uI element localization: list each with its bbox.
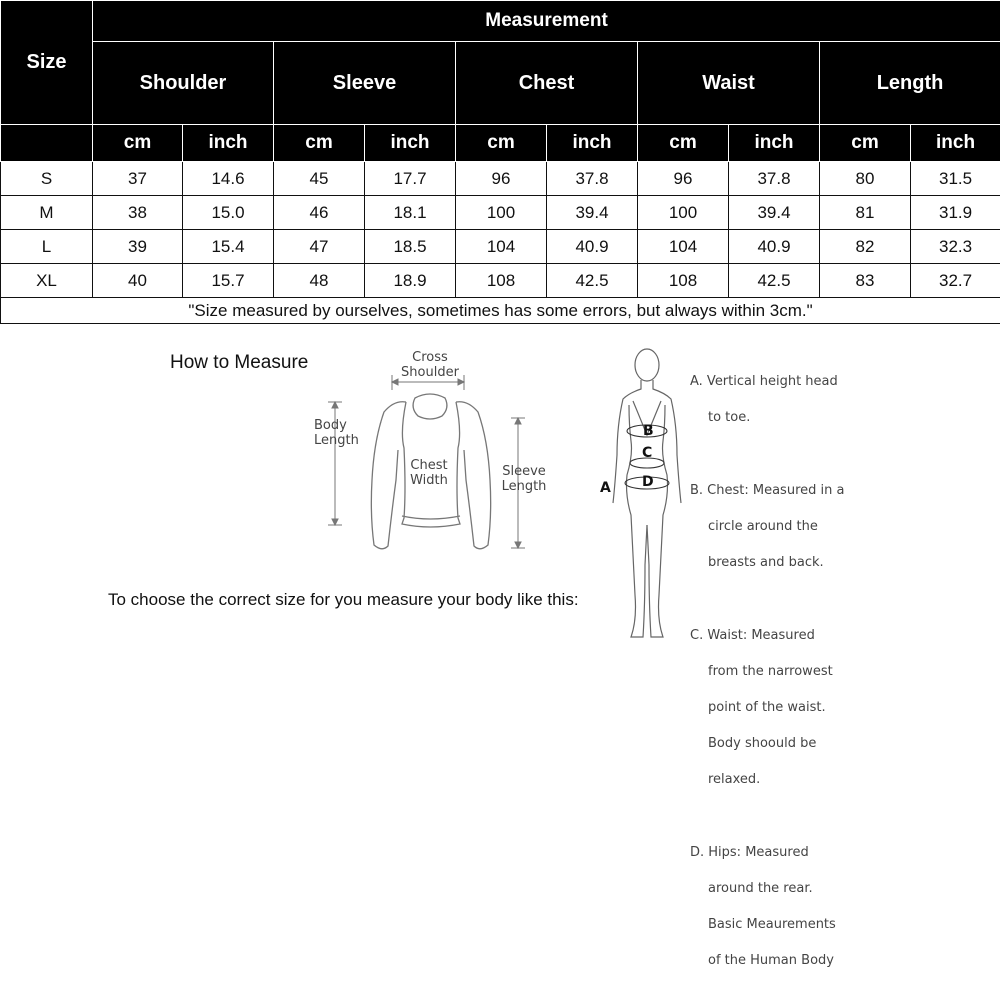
value-cell: 18.5 (365, 230, 456, 264)
group-header-length: Length (820, 42, 1000, 125)
group-header-waist: Waist (638, 42, 820, 125)
value-cell: 32.3 (911, 230, 1000, 264)
value-cell: 18.9 (365, 264, 456, 298)
value-cell: 104 (456, 230, 547, 264)
size-cell: XL (1, 264, 93, 298)
group-header-sleeve: Sleeve (274, 42, 456, 125)
marker-c: C (642, 445, 652, 461)
value-cell: 46 (274, 196, 365, 230)
value-cell: 39.4 (729, 196, 820, 230)
group-header-shoulder: Shoulder (93, 42, 274, 125)
value-cell: 15.0 (183, 196, 274, 230)
value-cell: 45 (274, 162, 365, 196)
unit-header: inch (911, 125, 1000, 162)
value-cell: 40.9 (729, 230, 820, 264)
measurement-header: Measurement (93, 1, 1000, 42)
value-cell: 80 (820, 162, 911, 196)
unit-header: inch (729, 125, 820, 162)
table-row (1, 264, 1000, 298)
unit-header: cm (456, 125, 547, 162)
marker-d: D (642, 474, 654, 490)
unit-header: cm (274, 125, 365, 162)
sweater-diagram (300, 340, 560, 560)
value-cell: 15.4 (183, 230, 274, 264)
value-cell: 96 (456, 162, 547, 196)
sleeve-length-label-line1: Sleeve (496, 464, 552, 479)
unit-header: inch (547, 125, 638, 162)
value-cell: 15.7 (183, 264, 274, 298)
table-row (1, 196, 1000, 230)
value-cell: 82 (820, 230, 911, 264)
note-c-line1: C. Waist: Measured (690, 627, 990, 645)
note-d-line3: Basic Meaurements (690, 916, 990, 934)
value-cell: 81 (820, 196, 911, 230)
human-body-illustration (595, 345, 690, 650)
size-header: Size (1, 1, 93, 125)
note-d-line1: D. Hips: Measured (690, 844, 990, 862)
table-row (1, 162, 1000, 196)
value-cell: 42.5 (729, 264, 820, 298)
value-cell: 100 (638, 196, 729, 230)
value-cell: 48 (274, 264, 365, 298)
value-cell: 96 (638, 162, 729, 196)
note-b-line1: B. Chest: Measured in a (690, 482, 990, 500)
unit-header: cm (820, 125, 911, 162)
note-c-line4: Body shoould be (690, 735, 990, 753)
body-length-label-line1: Body (314, 418, 374, 433)
size-cell: S (1, 162, 93, 196)
cross-shoulder-label-line1: Cross (400, 350, 460, 365)
size-header-spacer (1, 125, 93, 162)
value-cell: 104 (638, 230, 729, 264)
note-d-line2: around the rear. (690, 880, 990, 898)
measurement-note: "Size measured by ourselves, sometimes has some errors, but always within 3cm." (1, 298, 1000, 324)
note-a-line1: A. Vertical height head (690, 373, 990, 391)
measurement-notes (690, 355, 990, 1007)
chest-width-label-line1: Chest (400, 458, 458, 473)
note-b-line3: breasts and back. (690, 554, 990, 572)
note-c (690, 609, 990, 807)
body-figure (595, 345, 690, 650)
sleeve-length-label-line2: Length (496, 479, 552, 494)
value-cell: 108 (456, 264, 547, 298)
unit-header: cm (93, 125, 183, 162)
unit-header: cm (638, 125, 729, 162)
value-cell: 39.4 (547, 196, 638, 230)
note-a (690, 355, 990, 445)
choose-size-instruction: To choose the correct size for you measure your body like this: (108, 590, 579, 610)
value-cell: 83 (820, 264, 911, 298)
unit-header: inch (365, 125, 456, 162)
value-cell: 37 (93, 162, 183, 196)
value-cell: 42.5 (547, 264, 638, 298)
value-cell: 17.7 (365, 162, 456, 196)
value-cell: 37.8 (729, 162, 820, 196)
value-cell: 100 (456, 196, 547, 230)
size-cell: M (1, 196, 93, 230)
value-cell: 37.8 (547, 162, 638, 196)
note-d-line4: of the Human Body (690, 952, 990, 970)
note-b (690, 464, 990, 590)
value-cell: 14.6 (183, 162, 274, 196)
cross-shoulder-label-line2: Shoulder (400, 365, 460, 380)
how-to-measure-title: How to Measure (170, 352, 308, 374)
marker-a: A (600, 480, 611, 496)
value-cell: 18.1 (365, 196, 456, 230)
chest-width-label-line2: Width (400, 473, 458, 488)
table-row (1, 230, 1000, 264)
note-c-line5: relaxed. (690, 771, 990, 789)
value-cell: 31.9 (911, 196, 1000, 230)
note-b-line2: circle around the (690, 518, 990, 536)
value-cell: 38 (93, 196, 183, 230)
note-c-line3: point of the waist. (690, 699, 990, 717)
group-header-chest: Chest (456, 42, 638, 125)
note-a-line2: to toe. (690, 409, 990, 427)
body-length-label-line2: Length (314, 433, 374, 448)
marker-b: B (643, 423, 654, 439)
size-table (0, 0, 1000, 324)
unit-header: inch (183, 125, 274, 162)
value-cell: 40.9 (547, 230, 638, 264)
size-cell: L (1, 230, 93, 264)
value-cell: 39 (93, 230, 183, 264)
note-d (690, 826, 990, 988)
value-cell: 32.7 (911, 264, 1000, 298)
value-cell: 47 (274, 230, 365, 264)
value-cell: 108 (638, 264, 729, 298)
note-c-line2: from the narrowest (690, 663, 990, 681)
value-cell: 31.5 (911, 162, 1000, 196)
value-cell: 40 (93, 264, 183, 298)
